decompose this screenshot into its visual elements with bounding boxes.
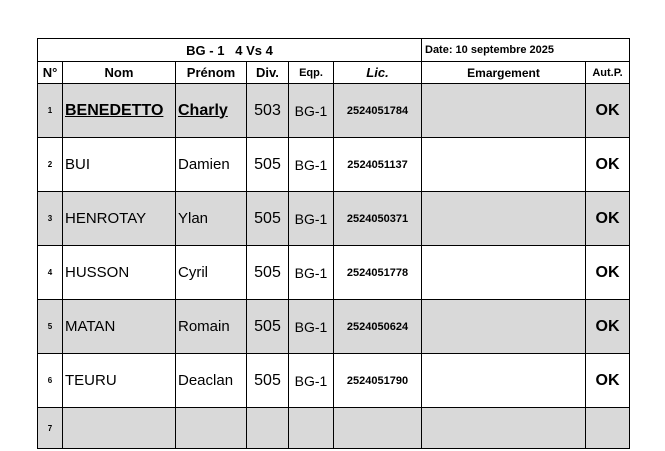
row-number: 6 — [38, 354, 63, 408]
player-team: BG-1 — [289, 246, 334, 300]
player-team: BG-1 — [289, 300, 334, 354]
player-team: BG-1 — [289, 192, 334, 246]
col-header-lic: Lic. — [334, 62, 422, 84]
player-license: 2524051784 — [334, 84, 422, 138]
col-header-emargement: Emargement — [422, 62, 586, 84]
attendance-table — [37, 38, 630, 449]
player-first-name: Deaclan — [176, 354, 247, 408]
player-team — [289, 408, 334, 449]
player-division: 505 — [247, 300, 289, 354]
signature-cell[interactable] — [422, 408, 586, 449]
table-row — [38, 246, 630, 300]
table-row — [38, 84, 630, 138]
col-header-aut: Aut.P. — [586, 62, 630, 84]
row-number: 4 — [38, 246, 63, 300]
title-row — [38, 39, 630, 62]
team-title: BG - 1 4 Vs 4 — [38, 39, 422, 62]
row-number: 5 — [38, 300, 63, 354]
player-division: 505 — [247, 354, 289, 408]
table-row — [38, 300, 630, 354]
player-license: 2524050624 — [334, 300, 422, 354]
signature-cell[interactable] — [422, 354, 586, 408]
player-division: 505 — [247, 192, 289, 246]
player-last-name: MATAN — [63, 300, 176, 354]
parental-authorization: OK — [586, 354, 630, 408]
player-team: BG-1 — [289, 84, 334, 138]
player-division — [247, 408, 289, 449]
signature-cell[interactable] — [422, 84, 586, 138]
table-row — [38, 138, 630, 192]
col-header-nom: Nom — [63, 62, 176, 84]
parental-authorization: OK — [586, 300, 630, 354]
player-license: 2524051778 — [334, 246, 422, 300]
signature-cell[interactable] — [422, 246, 586, 300]
signature-cell[interactable] — [422, 300, 586, 354]
player-license — [334, 408, 422, 449]
column-header-row — [38, 62, 630, 84]
player-first-name: Damien — [176, 138, 247, 192]
parental-authorization — [586, 408, 630, 449]
player-last-name — [63, 408, 176, 449]
player-first-name: Romain — [176, 300, 247, 354]
player-team: BG-1 — [289, 138, 334, 192]
attendance-sheet — [37, 38, 630, 449]
row-number: 2 — [38, 138, 63, 192]
player-first-name: Cyril — [176, 246, 247, 300]
player-division: 505 — [247, 138, 289, 192]
player-first-name: Ylan — [176, 192, 247, 246]
player-last-name: HUSSON — [63, 246, 176, 300]
col-header-num: N° — [38, 62, 63, 84]
table-row — [38, 192, 630, 246]
player-first-name: Charly — [176, 84, 247, 138]
parental-authorization: OK — [586, 246, 630, 300]
signature-cell[interactable] — [422, 192, 586, 246]
player-license: 2524051137 — [334, 138, 422, 192]
row-number: 3 — [38, 192, 63, 246]
table-row — [38, 354, 630, 408]
player-license: 2524050371 — [334, 192, 422, 246]
player-last-name: BUI — [63, 138, 176, 192]
table-row — [38, 408, 630, 449]
player-license: 2524051790 — [334, 354, 422, 408]
player-team: BG-1 — [289, 354, 334, 408]
session-date: Date: 10 septembre 2025 — [422, 39, 630, 62]
parental-authorization: OK — [586, 192, 630, 246]
player-division: 503 — [247, 84, 289, 138]
parental-authorization: OK — [586, 84, 630, 138]
col-header-eqp: Eqp. — [289, 62, 334, 84]
row-number: 1 — [38, 84, 63, 138]
player-last-name: HENROTAY — [63, 192, 176, 246]
col-header-div: Div. — [247, 62, 289, 84]
player-last-name: BENEDETTO — [63, 84, 176, 138]
player-last-name: TEURU — [63, 354, 176, 408]
player-first-name — [176, 408, 247, 449]
col-header-prenom: Prénom — [176, 62, 247, 84]
row-number: 7 — [38, 408, 63, 449]
parental-authorization: OK — [586, 138, 630, 192]
signature-cell[interactable] — [422, 138, 586, 192]
player-division: 505 — [247, 246, 289, 300]
